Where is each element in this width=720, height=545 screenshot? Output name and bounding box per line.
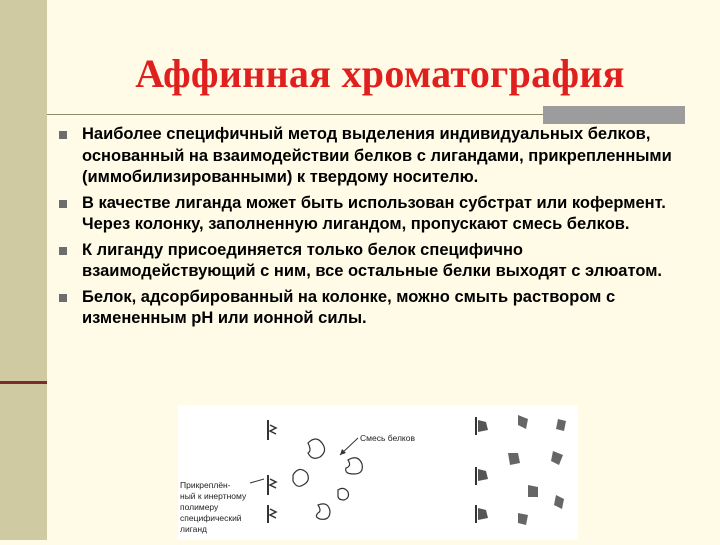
mixture-label: Смесь белков xyxy=(360,433,415,443)
protein-shape xyxy=(338,488,349,500)
left-accent-rule xyxy=(0,381,47,384)
ligand-label-line: Прикреплён- xyxy=(180,480,231,490)
bound-panel xyxy=(476,415,566,525)
protein-shape xyxy=(293,469,308,486)
affinity-chromatography-figure xyxy=(178,405,578,540)
ligand-label-line: лиганд xyxy=(180,524,208,534)
bullet-text: Белок, адсорбированный на колонке, можно смыть раствором с измененным рН или ионной силы. xyxy=(82,287,616,327)
left-decorative-bar xyxy=(0,0,47,540)
slide-title: Аффинная хроматография xyxy=(135,51,625,96)
protein-mixture xyxy=(293,439,362,519)
protein-shape xyxy=(308,439,325,458)
ligand-label xyxy=(180,480,249,534)
bullet-text: В качестве лиганда может быть использован субстрат или кофермент. Через колонку, заполненную лигандом, пропускают смесь белков. xyxy=(82,193,666,233)
bullet-item xyxy=(58,287,698,330)
arrow-line xyxy=(250,479,264,483)
bullet-list xyxy=(58,124,698,334)
title-divider-box xyxy=(543,106,685,124)
bullet-text: Наиболее специфичный метод выделения индивидуальных белков, основанный на взаимодействии белков с лигандами, прикрепленными (иммобилизированными) к твердому носителю. xyxy=(82,125,672,186)
support-strip-left-1 xyxy=(268,420,276,440)
square-bullet-icon xyxy=(59,131,67,139)
support-strip-left-3 xyxy=(268,505,276,523)
protein-shape xyxy=(346,458,363,474)
square-bullet-icon xyxy=(59,247,67,255)
support-strip-left-2 xyxy=(268,475,276,495)
square-bullet-icon xyxy=(59,294,67,302)
bullet-item xyxy=(58,193,698,236)
ligand-label-line: полимеру xyxy=(180,502,219,512)
square-bullet-icon xyxy=(59,200,67,208)
figure-drawing xyxy=(178,405,578,540)
protein-shape xyxy=(316,504,330,519)
bullet-item xyxy=(58,124,698,189)
ligand-label-line: ный к инертному xyxy=(180,491,247,501)
bullet-item xyxy=(58,240,698,283)
bullet-text: К лиганду присоединяется только белок специфично взаимодействующий с ним, все остальные белки выходят с элюатом. xyxy=(82,240,662,280)
ligand-label-line: специфический xyxy=(180,513,242,523)
